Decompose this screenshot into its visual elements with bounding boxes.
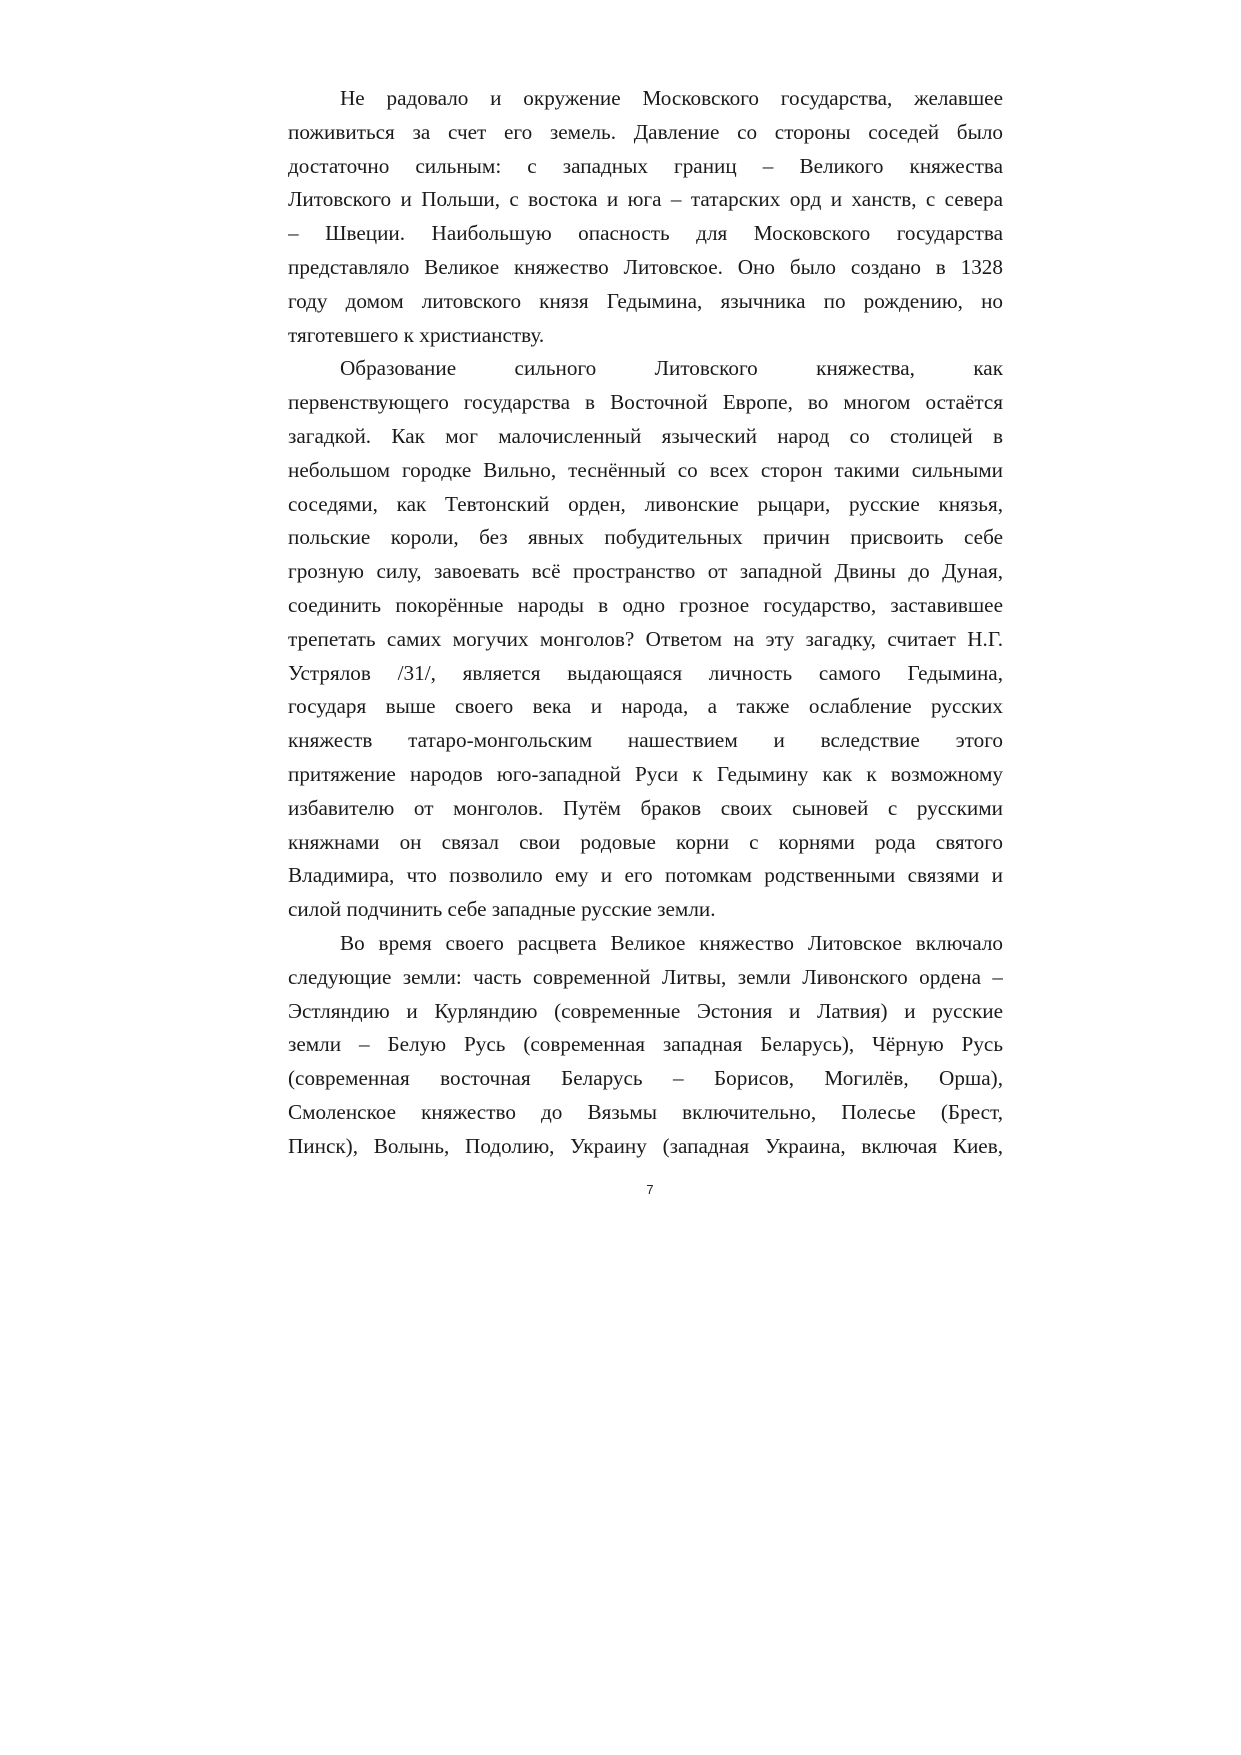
body-text: [288, 82, 1003, 1164]
text-line: притяжение народов юго-западной Руси к Гедымину как к возможному: [288, 761, 1003, 786]
text-line: Во время своего расцвета Великое княжество Литовское включало: [340, 930, 1003, 955]
text-line: Смоленское княжество до Вязьмы включительно, Полесье (Брест,: [288, 1099, 1003, 1124]
text-line: достаточно сильным: с западных границ – Великого княжества: [288, 153, 1003, 178]
text-line: – Швеции. Наибольшую опасность для Московского государства: [288, 221, 1003, 246]
text-line: Литовского и Польши, с востока и юга – татарских орд и ханств, с севера: [288, 187, 1003, 212]
text-line: Пинск), Волынь, Подолию, Украину (западная Украина, включая Киев,: [288, 1133, 1003, 1158]
text-line: тяготевшего к христианству.: [288, 322, 545, 347]
text-line: поживиться за счет его земель. Давление со стороны соседей было: [288, 119, 1003, 144]
text-line: соединить покорённые народы в одно грозное государство, заставившее: [288, 592, 1003, 617]
paragraph: [288, 927, 1003, 1164]
text-line: земли – Белую Русь (современная западная Беларусь), Чёрную Русь: [288, 1032, 1003, 1057]
text-line: избавителю от монголов. Путём браков своих сыновей с русскими: [288, 795, 1003, 820]
text-line: (современная восточная Беларусь – Борисов, Могилёв, Орша),: [288, 1066, 1003, 1091]
text-line: трепетать самих могучих монголов? Ответом на эту загадку, считает Н.Г.: [288, 626, 1003, 651]
text-line: первенствующего государства в Восточной Европе, во многом остаётся: [288, 390, 1003, 415]
text-line: грозную силу, завоевать всё пространство от западной Двины до Дуная,: [288, 559, 1003, 584]
paragraph: [288, 352, 1003, 927]
text-line: небольшом городке Вильно, теснённый со всех сторон такими сильными: [288, 457, 1003, 482]
paragraph: [288, 82, 1003, 352]
text-line: соседями, как Тевтонский орден, ливонские рыцари, русские князья,: [288, 491, 1003, 516]
text-line: польские короли, без явных побудительных причин присвоить себе: [288, 525, 1003, 550]
text-line: Эстляндию и Курляндию (современные Эстония и Латвия) и русские: [288, 998, 1003, 1023]
text-line: Владимира, что позволило ему и его потомкам родственными связями и: [288, 863, 1003, 888]
text-line: году домом литовского князя Гедымина, язычника по рождению, но: [288, 288, 1003, 313]
text-line: Не радовало и окружение Московского государства, желавшее: [340, 86, 1003, 110]
text-line: загадкой. Как мог малочисленный языческий народ со столицей в: [288, 423, 1003, 448]
text-line: представляло Великое княжество Литовское. Оно было создано в 1328: [288, 254, 1003, 279]
text-line: силой подчинить себе западные русские земли.: [288, 897, 716, 922]
text-line: Образование сильного Литовского княжества, как: [340, 356, 1003, 381]
page-number: 7: [646, 1182, 654, 1197]
text-line: государя выше своего века и народа, а также ослабление русских: [288, 694, 1003, 719]
text-line: княжеств татаро-монгольским нашествием и вследствие этого: [288, 728, 1003, 753]
text-line: Устрялов /31/, является выдающаяся личность самого Гедымина,: [288, 660, 1003, 685]
text-line: княжнами он связал свои родовые корни с корнями рода святого: [288, 829, 1003, 854]
text-line: следующие земли: часть современной Литвы, земли Ливонского ордена –: [288, 964, 1003, 989]
